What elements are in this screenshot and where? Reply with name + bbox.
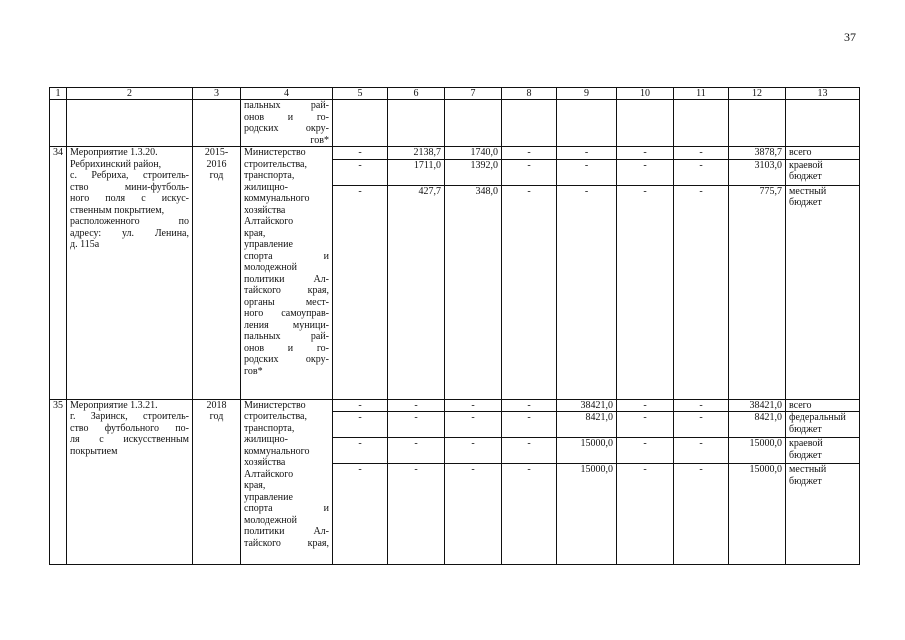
table-row: - - - - 15000,0 - - 15000,0 местный бюджет [50,464,860,565]
column-header: 8 [502,88,557,100]
table-row: - - - - 8421,0 - - 8421,0 федеральный бюджет [50,412,860,438]
column-header: 1 [50,88,67,100]
executor-cell: Министерство строительства, транспорта, жилищно- коммунального хозяйства Алтайского края, управление спорта и молодежной политики Ал- тайского края, [241,399,333,565]
measure-description: Мероприятие 1.3.20. Ребрихинский район, с. Ребриха, строитель- ство мини-футболь- ного поля с искус- ственным покрытием, расположенного по адресу: ул. Ленина, д. 115а [67,147,193,400]
table-row: 35 Мероприятие 1.3.21. г. Заринск, строитель- ство футбольного по- ля с искусственным покрытием 2018 год Министерство строительства, транспорта, жилищно- коммунального хозяйства Алтайского края, управление спорта и молодежной политики Ал- тайского края, - - - - 38421,0 - - 38421,0 всего [50,399,860,412]
table-row: - 427,7 348,0 - - - - 775,7 местный бюджет [50,185,860,399]
years-cell: 2015- 2016 год [193,147,241,400]
years-cell: 2018 год [193,399,241,565]
column-header: 3 [193,88,241,100]
measure-description: Мероприятие 1.3.21. г. Заринск, строитель- ство футбольного по- ля с искусственным покрытием [67,399,193,565]
column-header: 2 [67,88,193,100]
column-header: 6 [388,88,445,100]
budget-source: местный бюджет [786,464,860,565]
column-header: 10 [617,88,674,100]
column-header: 12 [729,88,786,100]
table-row: - 1711,0 1392,0 - - - - 3103,0 краевой бюджет [50,159,860,185]
page-number: 37 [844,30,856,44]
budget-source: краевой бюджет [786,159,860,185]
column-header: 5 [333,88,388,100]
budget-source: всего [786,147,860,160]
table-row: 34 Мероприятие 1.3.20. Ребрихинский район, с. Ребриха, строитель- ство мини-футболь- ного поля с искус- ственным покрытием, расположенного по адресу: ул. Ленина, д. 115а 2015- 2016 год Министерство строительства, транспорта, жилищно- коммунального хозяйства Алтайского края, управление спорта и молодежной политики Ал- тайского края, органы мест- ного самоуправ- ления муници- пальных рай- онов и го- родских окру- гов* - 2138,7 1740,0 - - - - 3878,7 всего [50,147,860,160]
budget-source: всего [786,399,860,412]
budget-table [49,87,860,565]
column-header: 9 [557,88,617,100]
executor-cell: Министерство строительства, транспорта, жилищно- коммунального хозяйства Алтайского края, управление спорта и молодежной политики Ал- тайского края, органы мест- ного самоуправ- ления муници- пальных рай- онов и го- родских окру- гов* [241,147,333,400]
row-number: 35 [50,399,67,565]
budget-source: федеральный бюджет [786,412,860,438]
table-row [50,100,860,147]
column-header: 7 [445,88,502,100]
row-number: 34 [50,147,67,400]
executor-cell: пальных рай- онов и го- родских окру- гов* [241,100,333,147]
budget-source: местный бюджет [786,185,860,399]
column-header: 13 [786,88,860,100]
budget-source: краевой бюджет [786,438,860,464]
header-row [50,88,860,100]
table-row: - - - - 15000,0 - - 15000,0 краевой бюджет [50,438,860,464]
column-header: 4 [241,88,333,100]
column-header: 11 [674,88,729,100]
